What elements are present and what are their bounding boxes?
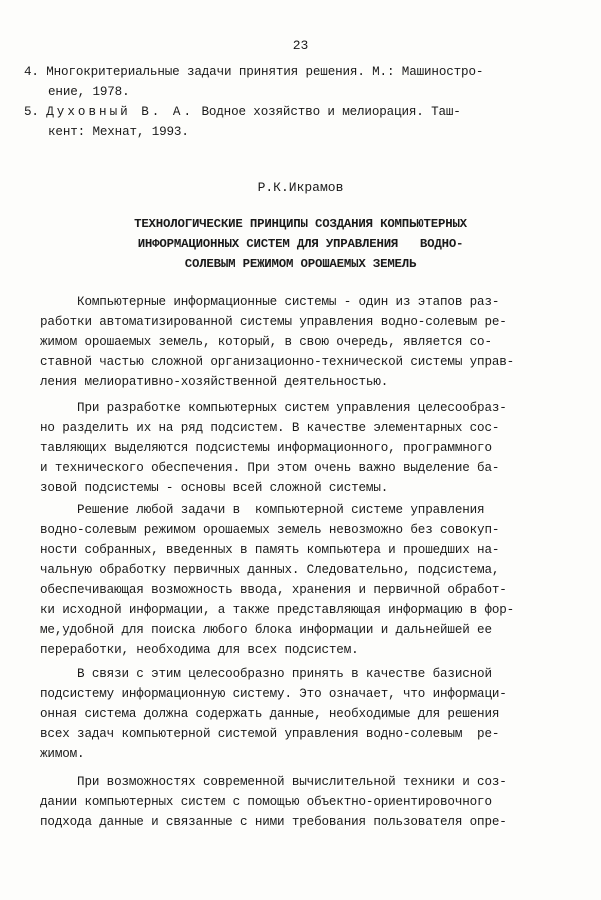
body-line: В связи с этим целесообразно принять в качестве базисной bbox=[40, 667, 492, 681]
body-line: жимом. bbox=[40, 747, 85, 761]
page-number: 23 bbox=[292, 38, 309, 53]
article-title-line-2: ИНФОРМАЦИОННЫХ СИСТЕМ ДЛЯ УПРАВЛЕНИЯ ВОДНО- bbox=[137, 237, 464, 251]
body-line: подсистему информационную систему. Это означает, что информаци- bbox=[40, 687, 507, 701]
body-line: но разделить их на ряд подсистем. В качестве элементарных сос- bbox=[40, 421, 500, 435]
article-author: Р.К.Икрамов bbox=[257, 180, 344, 195]
body-line: При возможностях современной вычислительной техники и соз- bbox=[40, 775, 507, 789]
body-line: ности собранных, введенных в память компьютера и прошедших на- bbox=[40, 543, 500, 557]
body-line: Решение любой задачи в компьютерной системе управления bbox=[40, 503, 485, 517]
body-line: онная система должна содержать данные, необходимые для решения bbox=[40, 707, 500, 721]
body-line: При разработке компьютерных систем управления целесообраз- bbox=[40, 401, 507, 415]
body-line: чальную обработку первичных данных. Следовательно, подсистема, bbox=[40, 563, 500, 577]
reference-5-author: Духовный В. А. bbox=[46, 105, 195, 119]
body-line: дании компьютерных систем с помощью объектно-ориентировочного bbox=[40, 795, 492, 809]
body-line: ления мелиоративно-хозяйственной деятельностью. bbox=[40, 375, 389, 389]
body-line: обеспечивающая возможность ввода, хранения и первичной обработ- bbox=[40, 583, 507, 597]
body-line: водно-солевым режимом орошаемых земель невозможно без совокуп- bbox=[40, 523, 500, 537]
body-line: переработки, необходима для всех подсистем. bbox=[40, 643, 359, 657]
reference-4-line-1: 4. Многокритериальные задачи принятия решения. М.: Машиностро- bbox=[24, 65, 484, 79]
reference-4-line-2: ение, 1978. bbox=[48, 85, 130, 99]
body-line: Компьютерные информационные системы - один из этапов раз- bbox=[40, 295, 500, 309]
body-line: ки исходной информации, а также представляющая информацию в фор- bbox=[40, 603, 515, 617]
body-line: зовой подсистемы - основы всей сложной системы. bbox=[40, 481, 389, 495]
reference-5-number: 5. bbox=[24, 105, 47, 119]
article-title-line-3: СОЛЕВЫМ РЕЖИМОМ ОРОШАЕМЫХ ЗЕМЕЛЬ bbox=[184, 257, 417, 271]
article-title-line-1: ТЕХНОЛОГИЧЕСКИЕ ПРИНЦИПЫ СОЗДАНИЯ КОМПЬЮТЕРНЫХ bbox=[134, 217, 467, 231]
body-line: ставной частью сложной организационно-технической системы управ- bbox=[40, 355, 515, 369]
body-line: подхода данные и связанные с ними требования пользователя опре- bbox=[40, 815, 507, 829]
body-line: жимом орошаемых земель, который, в свою очередь, является со- bbox=[40, 335, 492, 349]
body-line: ме,удобной для поиска любого блока информации и дальнейшей ее bbox=[40, 623, 492, 637]
body-line: тавляющих выделяются подсистемы информационного, программного bbox=[40, 441, 492, 455]
body-line: работки автоматизированной системы управления водно-солевым ре- bbox=[40, 315, 507, 329]
body-line: всех задач компьютерной системой управления водно-солевым ре- bbox=[40, 727, 500, 741]
reference-5-line-1 bbox=[24, 102, 461, 122]
reference-5-title: Водное хозяйство и мелиорация. Таш- bbox=[194, 105, 461, 119]
body-line: и технического обеспечения. При этом очень важно выделение ба- bbox=[40, 461, 500, 475]
reference-5-line-2: кент: Мехнат, 1993. bbox=[48, 125, 189, 139]
